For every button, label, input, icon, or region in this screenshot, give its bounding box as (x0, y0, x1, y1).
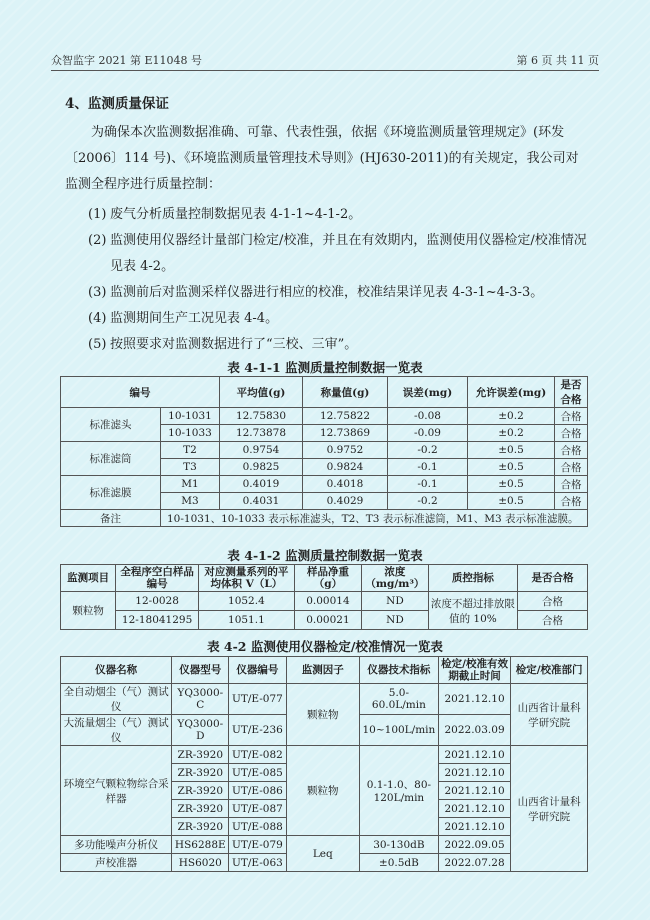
table-row: ZR-3920 UT/E-088 2021.12.10 (61, 818, 588, 836)
table-row: 10-1033 12.73878 12.73869 -0.09 ±0.2 合格 (61, 425, 588, 442)
intro-paragraph: 为确保本次监测数据准确、可靠、代表性强，依据《环境监测质量管理规定》(环发〔2006〕114 号)、《环境监测质量管理技术导则》(HJ630-2011)的有关规定，我公司对监测全程序进行质量控制： (65, 125, 579, 192)
table-4-2-caption: 表 4-2 监测使用仪器检定/校准情况一览表 (207, 639, 443, 654)
table-row: 12-18041295 1051.1 0.00021 ND 合格 (61, 611, 588, 630)
table-row: 环境空气颗粒物综合采样器 ZR-3920 UT/E-082 颗粒物 0.1-1.0、80-120L/min 2021.12.10 山西省计量科学研究院 (61, 746, 588, 764)
list-item: (2) 监测使用仪器经计量部门检定/校准，并且在有效期内，监测使用仪器检定/校准情况见表 4-2。 (88, 233, 587, 274)
list-item: (4) 监测期间生产工况见表 4-4。 (88, 311, 279, 326)
table-row: M3 0.4031 0.4029 -0.2 ±0.5 合格 (61, 493, 588, 510)
table-4-1-2-caption: 表 4-1-2 监测质量控制数据一览表 (227, 548, 423, 563)
table-row: 全自动烟尘（气）测试仪 YQ3000-C UT/E-077 颗粒物 5.0-60.0L/min 2021.12.10 山西省计量科学研究院 (61, 684, 588, 715)
table-row: ZR-3920 UT/E-086 2021.12.10 (61, 782, 588, 800)
qc-measures-list (88, 202, 593, 358)
table-note-row: 备注 10-1031、10-1033 表示标准滤头，T2、T3 表示标准滤筒，M1、M3 表示标准滤膜。 (61, 510, 588, 527)
table-row: 标准滤筒 T2 0.9754 0.9752 -0.2 ±0.5 合格 (61, 442, 588, 459)
table-row: 颗粒物 12-0028 1052.4 0.00014 ND 浓度不超过排放限值的 10% 合格 (61, 592, 588, 611)
table-row: 声校准器 HS6020 UT/E-063 ±0.5dB 2022.07.28 (61, 854, 588, 872)
list-item: (3) 监测前后对监测采样仪器进行相应的校准，校准结果详见表 4-3-1~4-3-3。 (88, 285, 544, 300)
table-row: 大流量烟尘（气）测试仪 YQ3000-D UT/E-236 10~100L/min 2022.03.09 (61, 715, 588, 746)
header-divider (51, 70, 599, 71)
table-row: 标准滤膜 M1 0.4019 0.4018 -0.1 ±0.5 合格 (61, 476, 588, 493)
table-header-row: 编号 平均值(g) 称量值(g) 误差(mg) 允许误差(mg) 是否合格 (61, 377, 588, 408)
page-header (51, 52, 599, 70)
table-4-2 (60, 656, 588, 872)
table-4-1-1 (60, 376, 588, 527)
section-title: 4、监测质量保证 (65, 96, 169, 112)
list-item: (5) 按照要求对监测数据进行了“三校、三审”。 (88, 337, 358, 352)
table-4-1-2 (60, 564, 588, 630)
table-row: 标准滤头 10-1031 12.75830 12.75822 -0.08 ±0.2 合格 (61, 408, 588, 425)
table-header-row: 监测项目 全程序空白样品编号 对应测量系列的平均体积 V（L） 样品净重（g） 浓度（mg/m³） 质控指标 是否合格 (61, 565, 588, 592)
table-row: ZR-3920 UT/E-087 2021.12.10 (61, 800, 588, 818)
table-row: ZR-3920 UT/E-085 2021.12.10 (61, 764, 588, 782)
page-number: 第 6 页 共 11 页 (516, 54, 599, 67)
table-header-row: 仪器名称 仪器型号 仪器编号 监测因子 仪器技术指标 检定/校准有效期截止时间 检定/校准部门 (61, 657, 588, 684)
table-row: T3 0.9825 0.9824 -0.1 ±0.5 合格 (61, 459, 588, 476)
list-item: (1) 废气分析质量控制数据见表 4-1-1~4-1-2。 (88, 207, 362, 222)
table-row: 多功能噪声分析仪 HS6288E UT/E-079 Leq 30-130dB 2022.09.05 (61, 836, 588, 854)
table-4-1-1-caption: 表 4-1-1 监测质量控制数据一览表 (227, 360, 423, 375)
report-number: 众智监字 2021 第 E11048 号 (51, 54, 203, 67)
